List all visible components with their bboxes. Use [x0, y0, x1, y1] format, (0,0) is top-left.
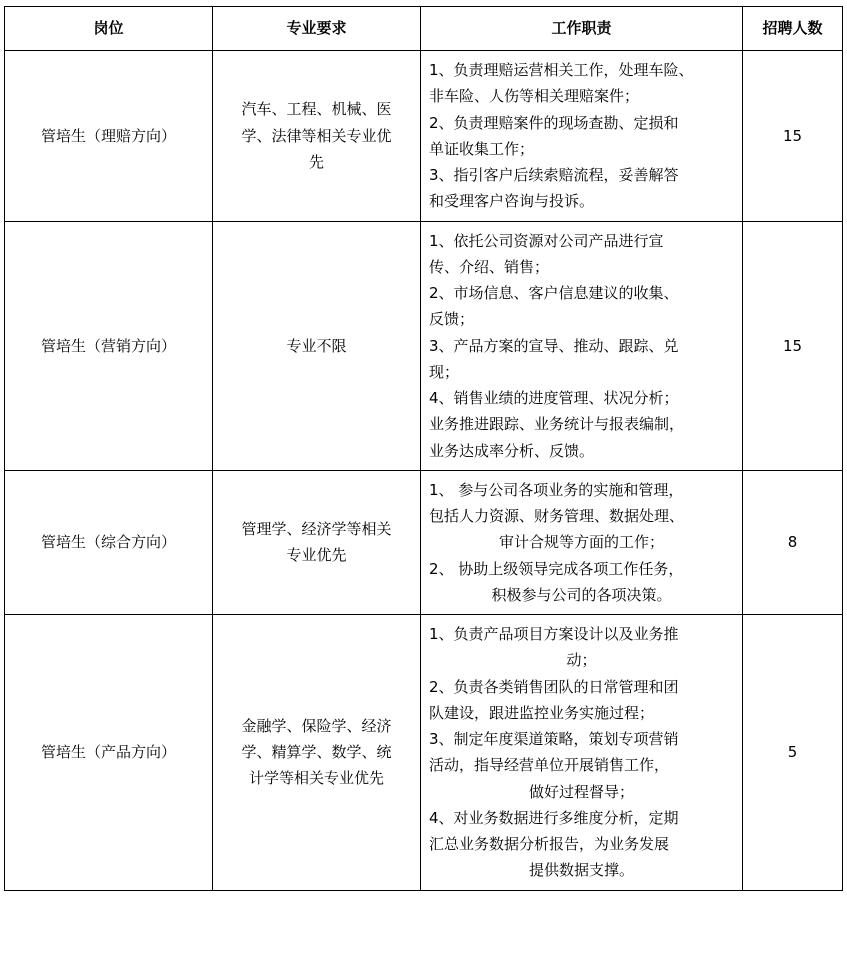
major-line: 管理学、经济学等相关: [241, 520, 392, 539]
duty-line: 4、对业务数据进行多维度分析，定期: [429, 808, 679, 827]
major-line: 学、精算学、数学、统: [241, 743, 392, 762]
cell-post: 管培生（理赔方向）: [5, 51, 213, 222]
duty-line: 汇总业务数据分析报告，为业务发展: [429, 835, 670, 853]
duty-line: 活动，指导经营单位开展销售工作，: [429, 756, 670, 775]
duty-line: 提供数据支撑。: [528, 861, 634, 880]
cell-headcount: 15: [743, 51, 843, 222]
duty-line: 3、产品方案的宣导、推动、跟踪、兑: [429, 336, 679, 355]
cell-job-duties: [421, 615, 743, 891]
duty-line: 1、 参与公司各项业务的实施和管理，: [429, 480, 684, 499]
major-line: 专业不限: [286, 336, 347, 355]
cell-post: 管培生（营销方向）: [5, 221, 213, 470]
cell-post: 管培生（产品方向）: [5, 615, 213, 891]
table-header-row: [5, 7, 843, 51]
cell-post: 管培生（综合方向）: [5, 470, 213, 614]
recruitment-table: [4, 6, 843, 891]
cell-major-requirement: [213, 221, 421, 470]
duty-line: 做好过程督导；: [528, 782, 634, 801]
duty-line: 包括人力资源、财务管理、数据处理、: [429, 507, 685, 525]
table-body: [5, 51, 843, 891]
duty-line: 3、指引客户后续索赔流程，妥善解答: [429, 166, 679, 184]
table-header: [5, 7, 843, 51]
cell-major-requirement: [213, 615, 421, 891]
duty-line: 2、负责各类销售团队的日常管理和团: [429, 677, 679, 696]
major-line: 计学等相关专业优先: [248, 769, 384, 788]
table-row: [5, 221, 843, 470]
duty-line: 1、负责产品项目方案设计以及业务推: [429, 625, 679, 643]
duty-line: 队建设，跟进监控业务实施过程；: [429, 703, 655, 722]
duty-line: 现；: [429, 362, 460, 381]
major-line: 金融学、保险学、经济: [241, 716, 392, 735]
column-header-count: 招聘人数: [743, 7, 843, 51]
duty-line: 审计合规等方面的工作；: [498, 533, 664, 552]
duty-line: 和受理客户咨询与投诉。: [429, 192, 595, 211]
cell-job-duties: [421, 51, 743, 222]
duty-line: 单证收集工作；: [429, 139, 535, 158]
duty-line: 业务达成率分析、反馈。: [429, 441, 595, 460]
table-row: [5, 615, 843, 891]
major-line: 汽车、工程、机械、医: [241, 100, 392, 119]
cell-headcount: 15: [743, 221, 843, 470]
duty-line: 非车险、人伤等相关理赔案件；: [429, 87, 640, 106]
duty-line: 4、销售业绩的进度管理、状况分析；: [429, 389, 679, 407]
duty-line: 传、介绍、销售；: [429, 257, 550, 276]
duty-line: 反馈；: [429, 310, 475, 329]
cell-headcount: 8: [743, 470, 843, 614]
cell-job-duties: [421, 470, 743, 614]
column-header-post: 岗位: [5, 7, 213, 51]
cell-job-duties: [421, 221, 743, 470]
duty-line: 1、依托公司资源对公司产品进行宣: [429, 231, 664, 250]
column-header-major: 专业要求: [213, 7, 421, 51]
table-row: [5, 51, 843, 222]
duty-line: 积极参与公司的各项决策。: [491, 585, 672, 604]
major-line: 专业优先: [286, 546, 347, 565]
duty-line: 动；: [566, 651, 597, 670]
cell-major-requirement: [213, 51, 421, 222]
duty-line: 1、负责理赔运营相关工作，处理车险、: [429, 61, 694, 79]
duty-line: 3、制定年度渠道策略，策划专项营销: [429, 730, 679, 748]
table-row: [5, 470, 843, 614]
cell-headcount: 5: [743, 615, 843, 891]
duty-line: 业务推进跟踪、业务统计与报表编制，: [429, 415, 685, 434]
duty-line: 2、负责理赔案件的现场查勘、定损和: [429, 113, 679, 132]
major-line: 先: [308, 152, 324, 171]
duty-line: 2、市场信息、客户信息建议的收集、: [429, 284, 679, 302]
major-line: 学、法律等相关专业优: [241, 126, 392, 145]
duty-line: 2、 协助上级领导完成各项工作任务，: [429, 559, 684, 578]
cell-major-requirement: [213, 470, 421, 614]
column-header-duty: 工作职责: [421, 7, 743, 51]
